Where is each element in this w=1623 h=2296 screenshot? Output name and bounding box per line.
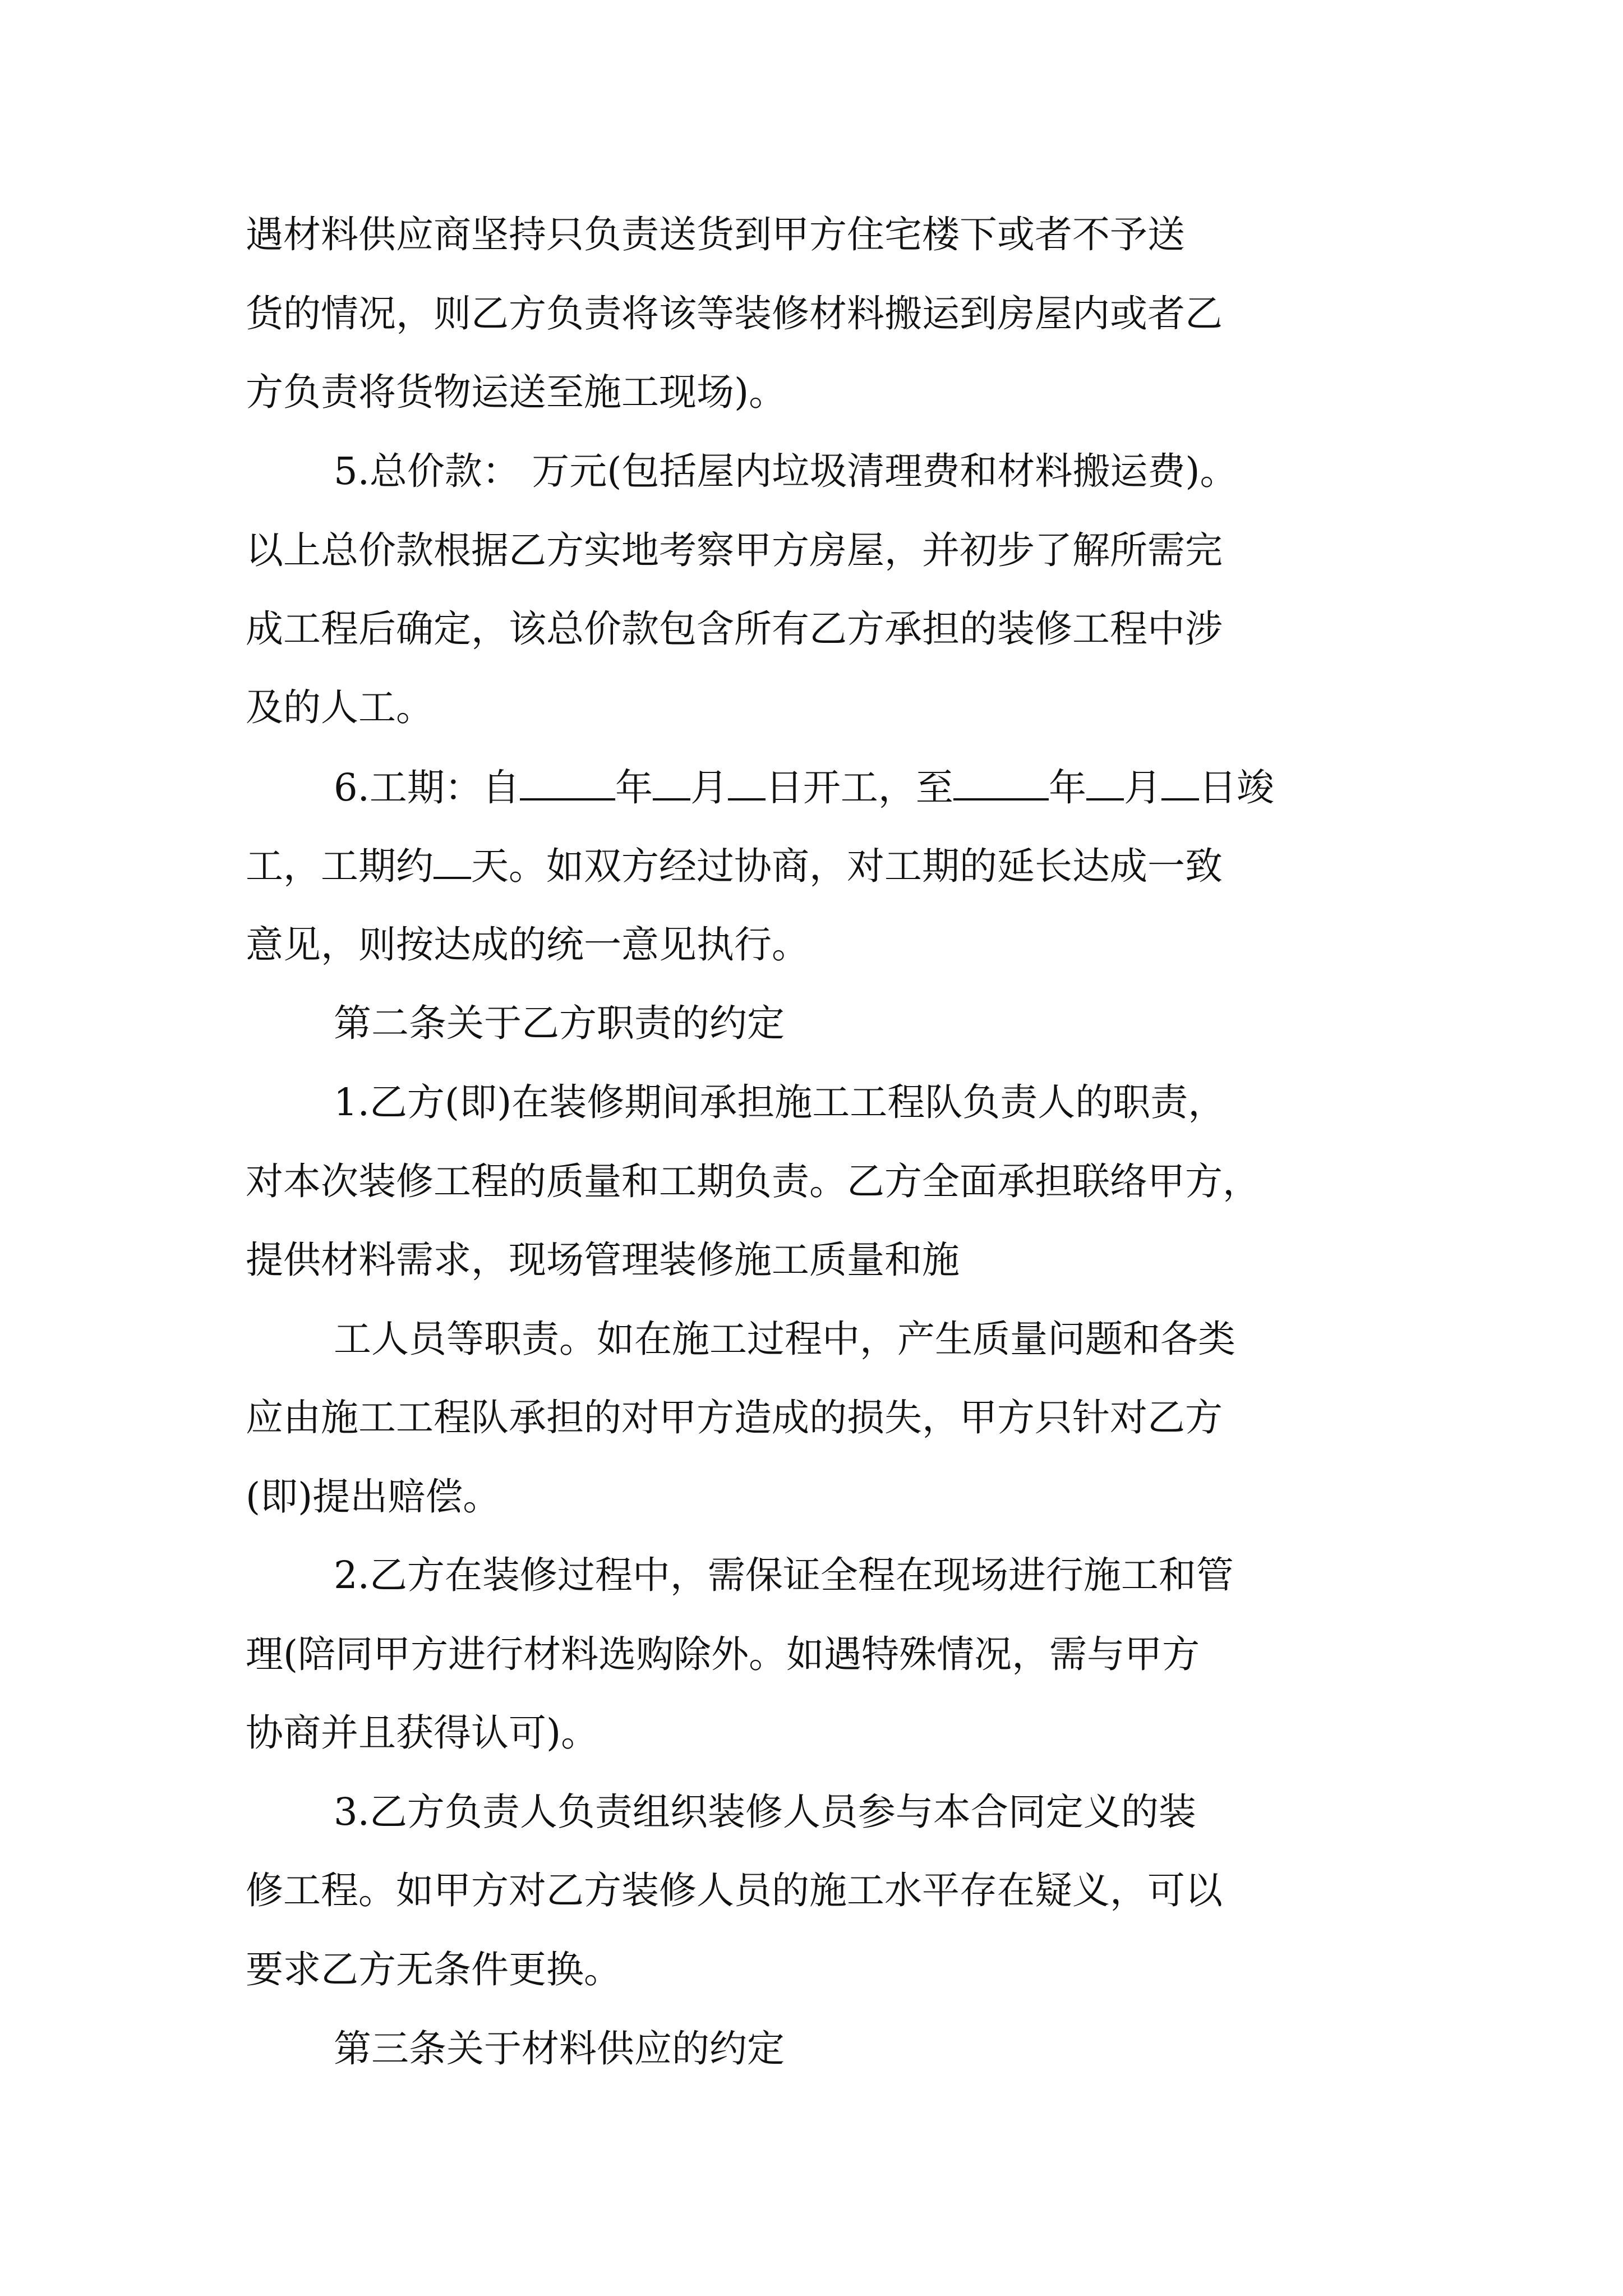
text-line: 应由施工工程队承担的对甲方造成的损失，甲方只针对乙方 bbox=[246, 1396, 1223, 1439]
day-blank[interactable] bbox=[728, 765, 766, 800]
section-heading: 第三条关于材料供应的约定 bbox=[334, 2027, 785, 2070]
schedule-prefix: 6.工期：自 bbox=[334, 766, 520, 809]
duration-blank[interactable] bbox=[434, 843, 471, 879]
text-line: 对本次装修工程的质量和工期负责。乙方全面承担联络甲方， bbox=[246, 1159, 1260, 1203]
schedule-line bbox=[334, 765, 1274, 809]
text-line: 理(陪同甲方进行材料选购除外。如遇特殊情况，需与甲方 bbox=[246, 1632, 1200, 1676]
year-label: 年 bbox=[615, 766, 653, 809]
text-line: 要求乙方无条件更换。 bbox=[246, 1948, 621, 1991]
year-label: 年 bbox=[1048, 766, 1086, 809]
text-line bbox=[246, 843, 1223, 888]
section-heading: 第二条关于乙方职责的约定 bbox=[334, 1001, 785, 1045]
text-line: 修工程。如甲方对乙方装修人员的施工水平存在疑义，可以 bbox=[246, 1869, 1223, 1912]
text-line: 提供材料需求，现场管理装修施工质量和施 bbox=[246, 1238, 960, 1282]
text-line: (即)提出赔偿。 bbox=[246, 1475, 501, 1519]
year-blank[interactable] bbox=[520, 765, 615, 800]
month-label: 月 bbox=[690, 766, 728, 809]
text-line: 协商并且获得认可)。 bbox=[246, 1711, 599, 1755]
year-blank[interactable] bbox=[953, 765, 1049, 800]
text-line: 5.总价款： 万元(包括屋内垃圾清理费和材料搬运费)。 bbox=[334, 449, 1238, 493]
text-line: 方负责将货物运送至施工现场)。 bbox=[246, 370, 787, 414]
text-line: 工人员等职责。如在施工过程中，产生质量问题和各类 bbox=[334, 1317, 1235, 1361]
text-line: 意见，则按达成的统一意见执行。 bbox=[246, 923, 809, 967]
text-line: 及的人工。 bbox=[246, 685, 434, 729]
text-line: 成工程后确定，该总价款包含所有乙方承担的装修工程中涉 bbox=[246, 607, 1223, 651]
text-line: 1.乙方(即)在装修期间承担施工工程队负责人的职责， bbox=[334, 1080, 1226, 1124]
text-segment: 工，工期约 bbox=[246, 844, 434, 888]
text-line: 货的情况，则乙方负责将该等装修材料搬运到房屋内或者乙 bbox=[246, 292, 1223, 335]
month-blank[interactable] bbox=[653, 765, 690, 800]
day-blank[interactable] bbox=[1161, 765, 1199, 800]
end-day-label: 日竣 bbox=[1198, 766, 1274, 809]
text-line: 3.乙方负责人负责组织装修人员参与本合同定义的装 bbox=[334, 1790, 1196, 1834]
month-blank[interactable] bbox=[1086, 765, 1124, 800]
text-line: 2.乙方在装修过程中，需保证全程在现场进行施工和管 bbox=[334, 1553, 1234, 1597]
text-line: 以上总价款根据乙方实地考察甲方房屋，并初步了解所需完 bbox=[246, 528, 1223, 572]
text-line: 遇材料供应商坚持只负责送货到甲方住宅楼下或者不予送 bbox=[246, 213, 1185, 256]
start-day-label: 日开工，至 bbox=[765, 766, 953, 809]
month-label: 月 bbox=[1123, 766, 1161, 809]
text-segment: 天。如双方经过协商，对工期的延长达成一致 bbox=[471, 844, 1223, 888]
